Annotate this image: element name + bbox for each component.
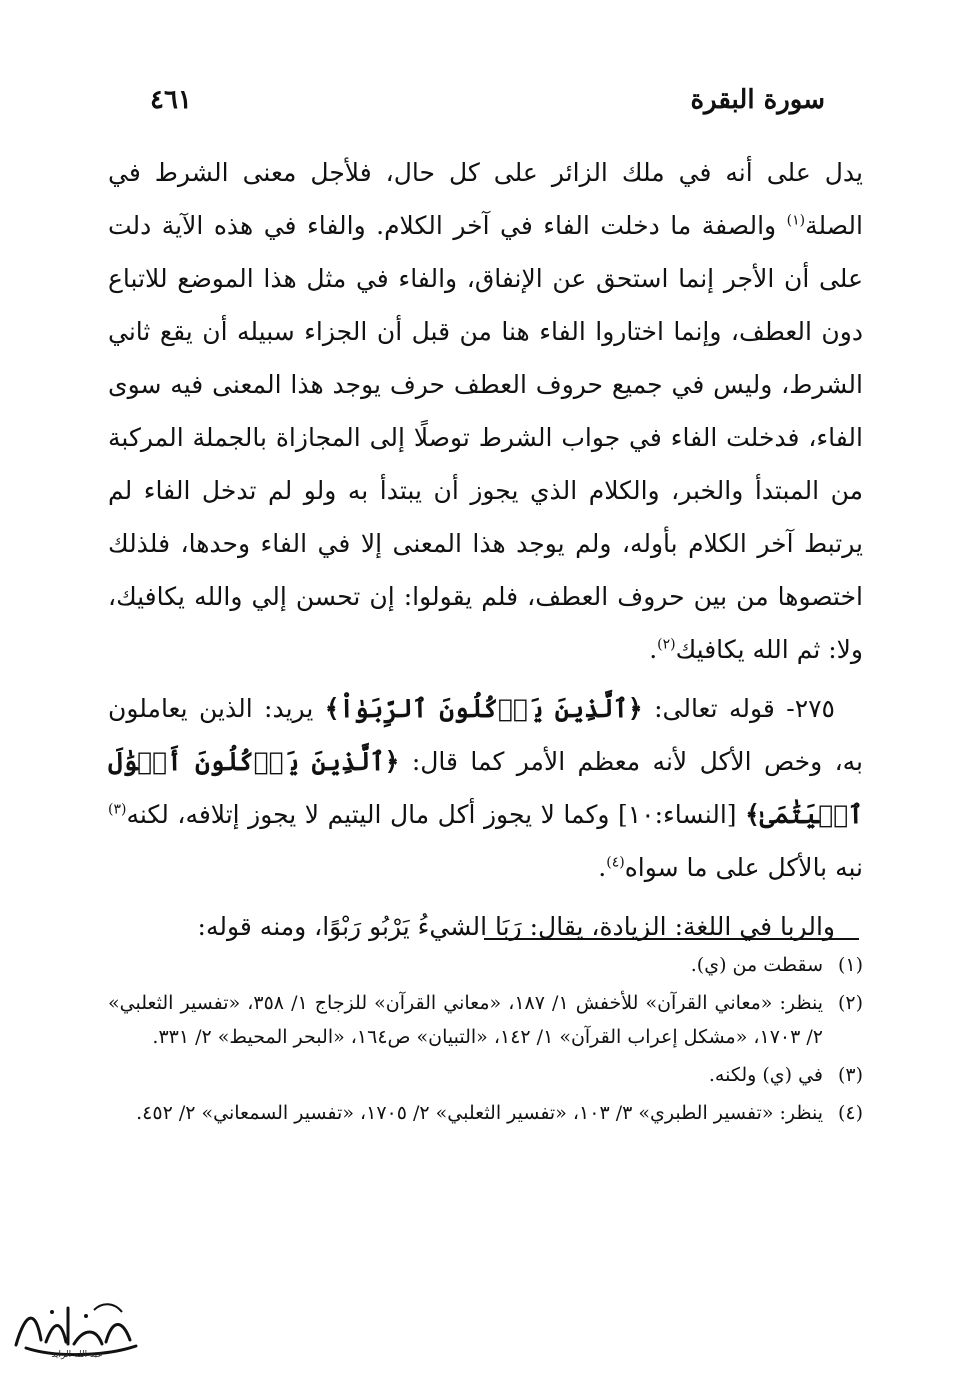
page-header — [150, 78, 825, 122]
footnote-text: ينظر: «تفسير الطبري» ٣/ ١٠٣، «تفسير الثعلبي» ٢/ ١٧٠٥، «تفسير السمعاني» ٢/ ٤٥٢. — [136, 1102, 823, 1124]
paragraph-2-text-a: ٢٧٥- قوله تعالى: — [642, 694, 835, 723]
footnote-number: (١) — [837, 954, 863, 976]
page-number: ٤٦١ — [150, 85, 192, 115]
paragraph-1 — [108, 146, 863, 676]
paragraph-2-text-b: يريد: الذين يعاملون به، وخص الأكل لأنه معظم الأمر كما قال: — [108, 694, 864, 776]
footnote-ref-3: (٣) — [108, 801, 127, 818]
paragraph-2-text-d: نبه بالأكل على ما سواه — [624, 853, 863, 882]
paragraph-1-text-b: والصفة ما دخلت الفاء في آخر الكلام. والفاء في هذه الآية دلت على أن الأجر إنما استحق عن الإنفاق، والفاء في مثل هذا الموضع للاتباع دون العطف، وإنما اختاروا الفاء هنا من قبل أن الجزاء سبيله أن يقع ثاني الشرط، وليس في جميع حروف العطف حرف يوجد هذا المعنى فيه سوى الفاء، فدخلت الفاء في جواب الشرط توصلًا إلى المجازاة بالجملة المركبة من المبتدأ والخبر، والكلام الذي يجوز أن يبتدأ به ولو لم تدخل الفاء لم يرتبط آخر الكلام بأوله، ولم يوجد هذا المعنى إلا في الفاء وحدها، فلذلك اختصوها من بين حروف العطف، فلم يقولوا: إن تحسن إلي والله يكافيك، ولا: ثم الله يكافيك — [108, 211, 863, 664]
footnotes — [108, 948, 863, 1134]
paragraph-3: والربا في اللغة: الزيادة، يقال: رَبَا الشيءُ يَرْبُو رَبْوًا، ومنه قوله: — [197, 912, 835, 941]
footnote-ref-2: (٢) — [657, 636, 676, 653]
paragraph-2 — [108, 682, 863, 894]
footnote-text: سقطت من (ي). — [690, 954, 823, 976]
paragraph-1-text-a: يدل على أنه في ملك الزائر على كل حال، فلأجل معنى الشرط في الصلة — [108, 158, 863, 240]
footnote-divider — [484, 938, 859, 940]
quran-quote-2: ﴿ٱلَّذِينَ يَأۡكُلُونَ أَمۡوَٰلَ ٱلۡيَتَٰمَىٰ﴾ — [108, 747, 863, 829]
footnote-3 — [108, 1058, 863, 1092]
footnote-number: (٢) — [837, 992, 863, 1014]
footnote-number: (٣) — [837, 1064, 863, 1086]
footnote-text: ينظر: «معاني القرآن» للأخفش ١/ ١٨٧، «معاني القرآن» للزجاج ١/ ٣٥٨، «تفسير الثعلبي» ٢/ ١٧٠٣، «مشكل إعراب القرآن» ١/ ١٤٢، «التبيان» ص١٦٤، «البحر المحيط» ٢/ ٣٣١. — [108, 992, 823, 1048]
footnote-2 — [108, 986, 863, 1054]
main-text — [108, 146, 863, 953]
footnote-ref-4: (٤) — [606, 854, 625, 871]
paragraph-2-text-c: [النساء:١٠] وكما لا يجوز أكل مال اليتيم لا يجوز إتلافه، لكنه — [126, 800, 746, 829]
quran-quote-1: ﴿ٱلَّذِينَ يَأۡكُلُونَ ٱلرِّبَوٰاْ﴾ — [324, 694, 643, 723]
paragraph-1-text-c: . — [649, 635, 658, 664]
logo-caption: عبد الله الزايد — [51, 1350, 103, 1360]
footnote-1 — [108, 948, 863, 982]
paragraph-2-text-e: . — [598, 853, 607, 882]
footnote-number: (٤) — [837, 1102, 863, 1124]
footnote-text: في (ي) ولكنه. — [708, 1064, 823, 1086]
footnote-4 — [108, 1096, 863, 1130]
surah-title: سورة البقرة — [690, 85, 825, 115]
footnote-ref-1: (١) — [786, 212, 806, 229]
